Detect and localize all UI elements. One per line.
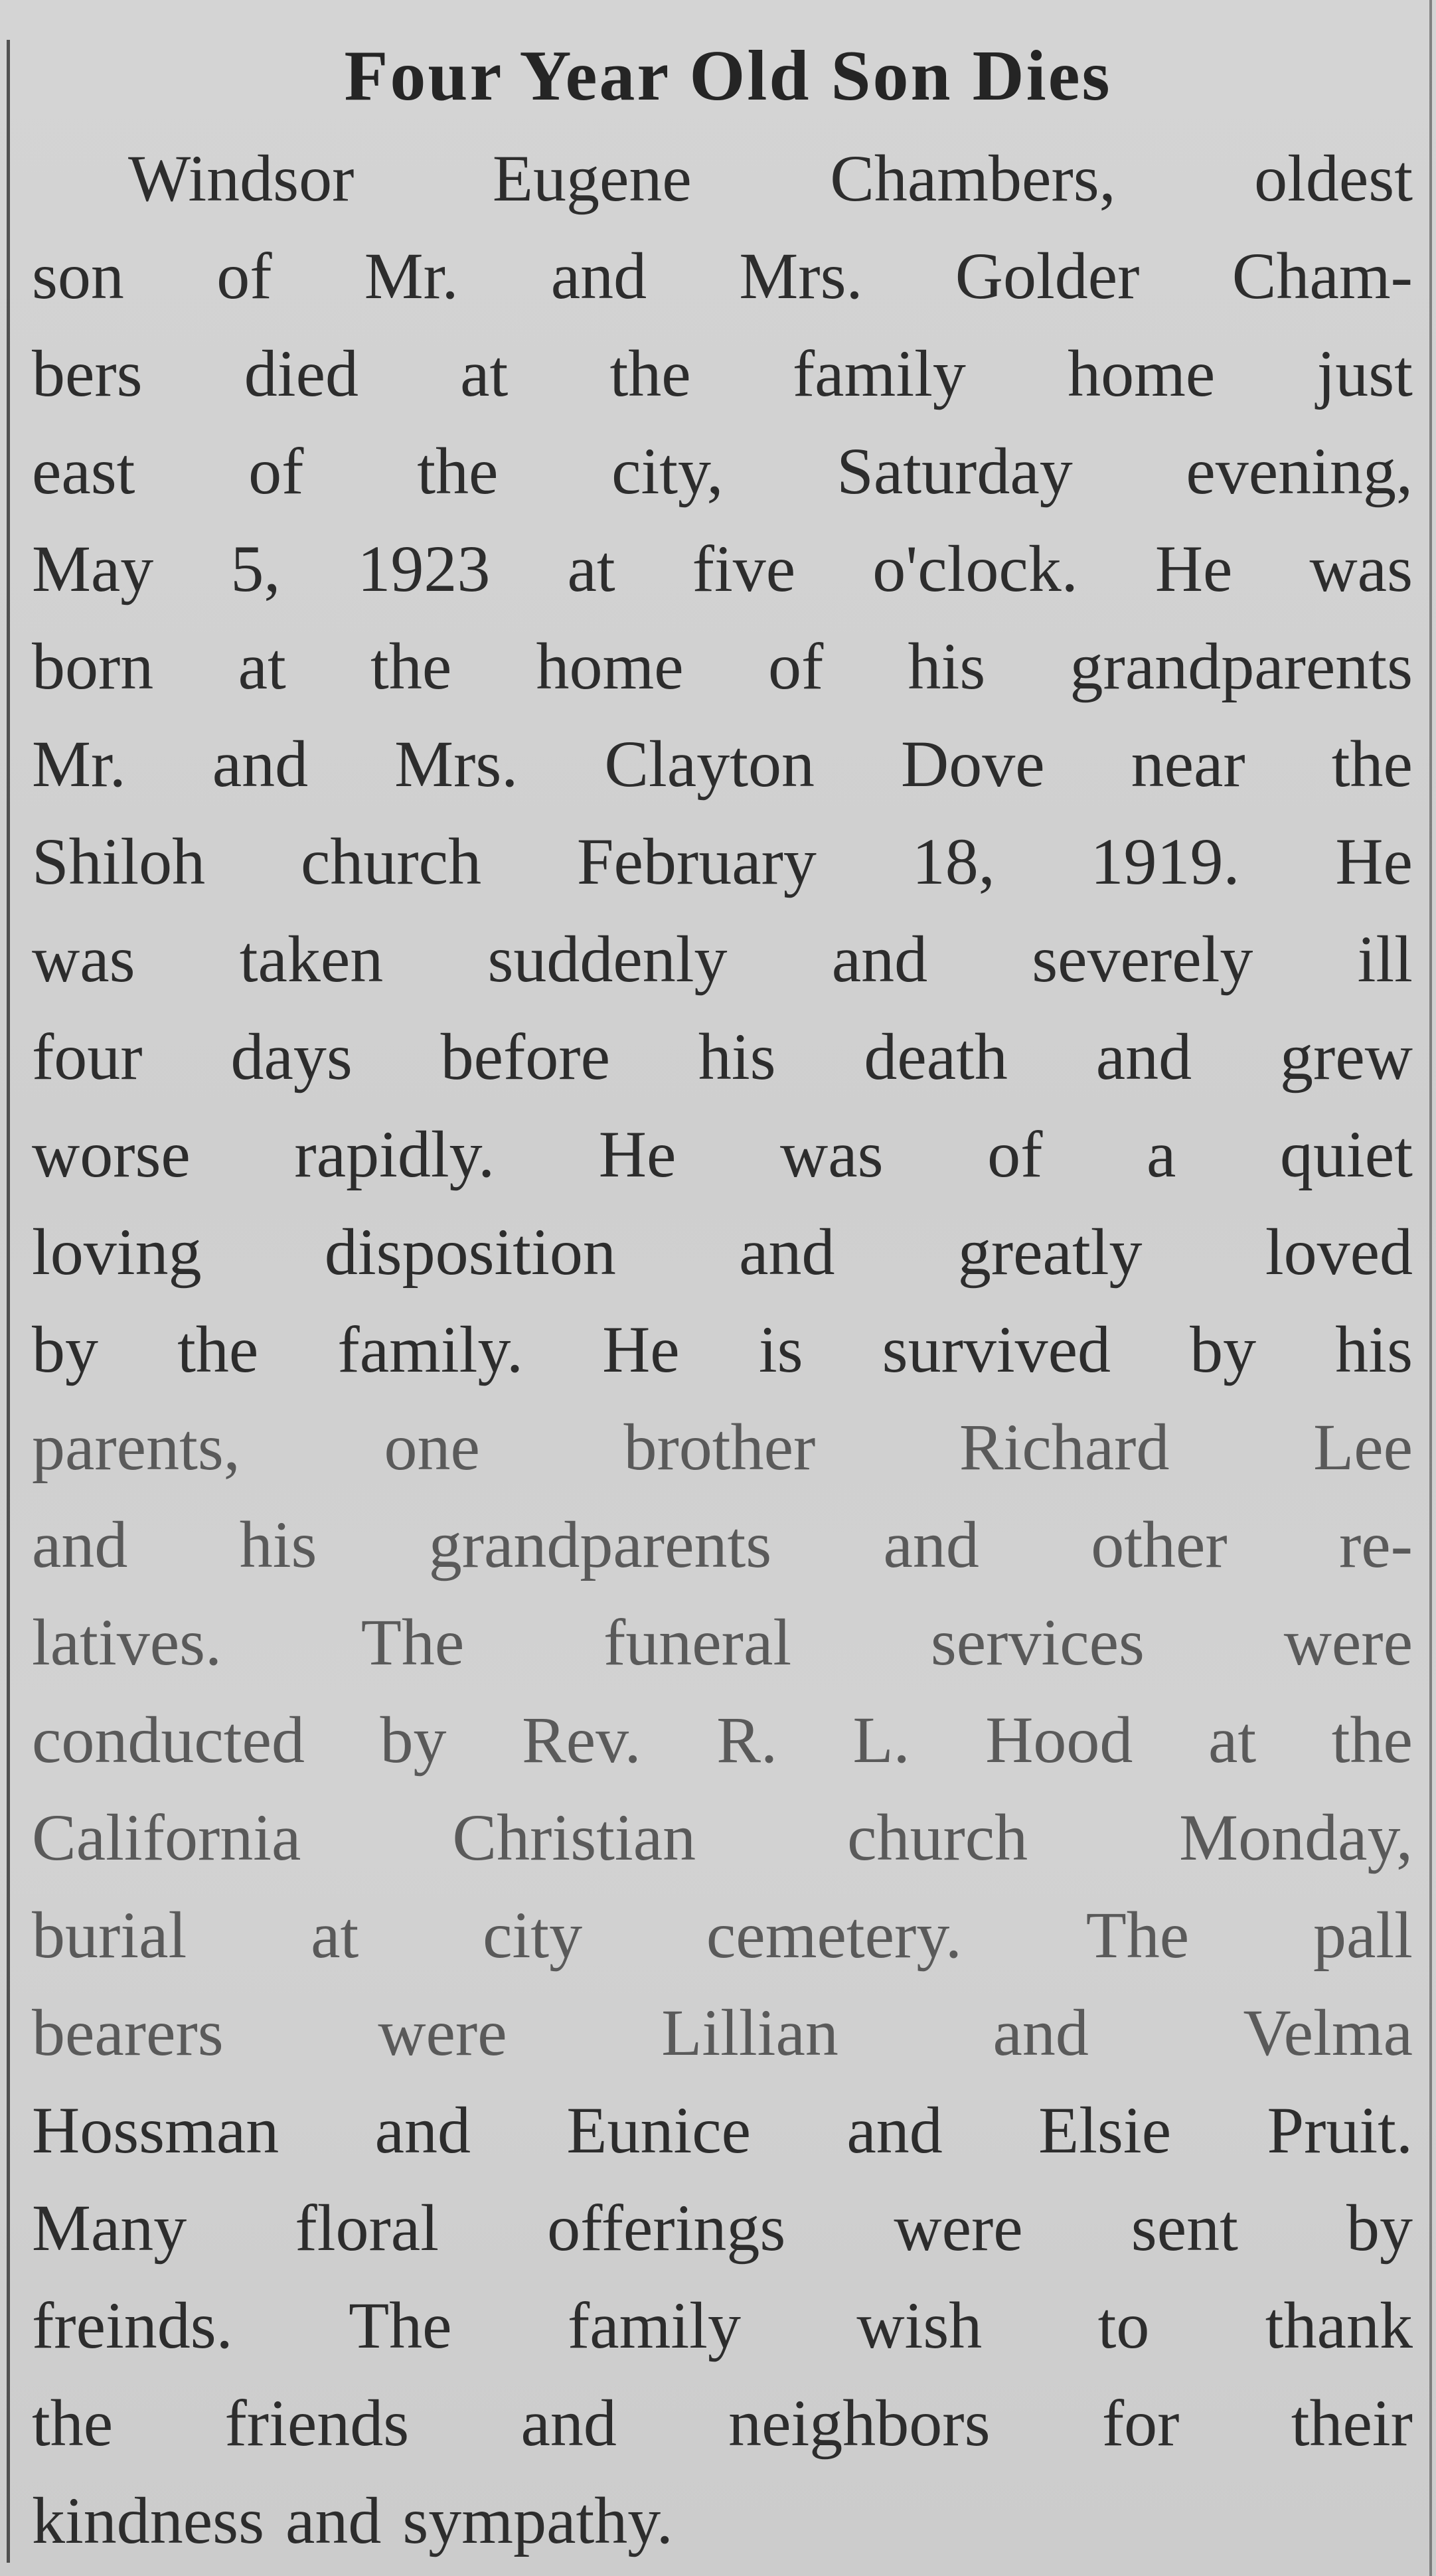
article-line: bearers were Lillian and Velma xyxy=(32,1996,1413,2069)
article-line: latives. The funeral services were xyxy=(32,1605,1413,1679)
article-line: worse rapidly. He was of a quiet xyxy=(32,1117,1413,1191)
article-line: by the family. He is survived by his xyxy=(32,1313,1413,1386)
article-line: May 5, 1923 at five o'clock. He was xyxy=(32,532,1413,605)
article-line: Many floral offerings were sent by xyxy=(32,2191,1413,2265)
article-line: loving disposition and greatly loved xyxy=(32,1215,1413,1289)
article-line: Shiloh church February 18, 1919. He xyxy=(32,825,1413,898)
article-line: California Christian church Monday, xyxy=(32,1801,1413,1874)
column-rule-right xyxy=(1429,0,1432,2576)
article-line: parents, one brother Richard Lee xyxy=(32,1410,1413,1484)
article-line: bers died at the family home just xyxy=(32,337,1413,410)
column-rule-left xyxy=(7,40,10,2563)
article-line: born at the home of his grandparents xyxy=(32,629,1413,703)
article-line: and his grandparents and other re- xyxy=(32,1508,1413,1581)
article-line: was taken suddenly and severely ill xyxy=(32,922,1413,996)
article-line: conducted by Rev. R. L. Hood at the xyxy=(32,1703,1413,1777)
article-line: Windsor Eugene Chambers, oldest xyxy=(128,141,1413,215)
article-line: east of the city, Saturday evening, xyxy=(32,434,1413,508)
article-line: Mr. and Mrs. Clayton Dove near the xyxy=(32,727,1413,801)
article-headline: Four Year Old Son Dies xyxy=(344,37,1112,116)
article-line: the friends and neighbors for their xyxy=(32,2386,1413,2460)
article-body xyxy=(32,129,1413,2569)
article-line: four days before his death and grew xyxy=(32,1020,1413,1093)
article-line: freinds. The family wish to thank xyxy=(32,2289,1413,2362)
article-line: son of Mr. and Mrs. Golder Cham- xyxy=(32,239,1413,313)
article-line: Hossman and Eunice and Elsie Pruit. xyxy=(32,2093,1413,2167)
article-line: burial at city cemetery. The pall xyxy=(32,1898,1413,1972)
article-line: kindness and sympathy. xyxy=(32,2484,673,2557)
